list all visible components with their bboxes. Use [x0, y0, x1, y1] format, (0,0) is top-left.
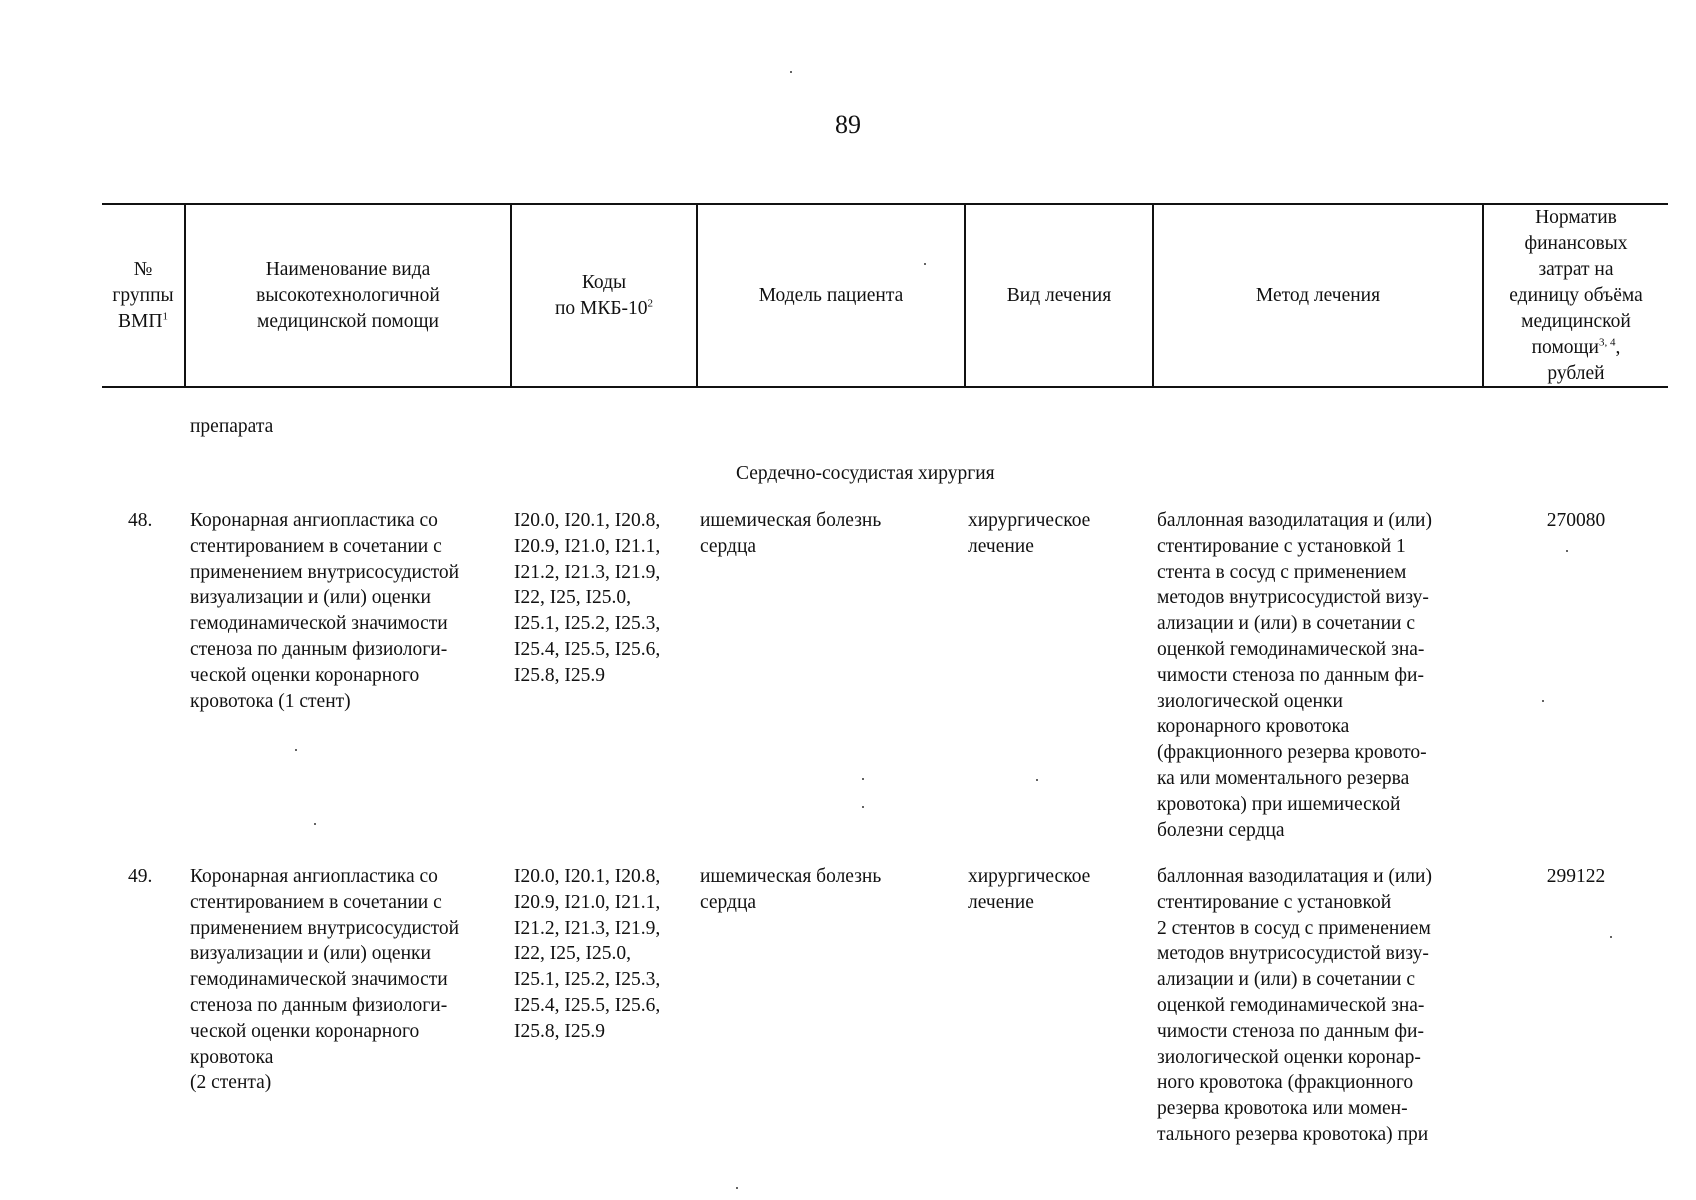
row-number: 48. [128, 510, 153, 531]
header-group-number-text: № группы ВМП$^1$ [112, 258, 174, 332]
section-title: Сердечно-сосудистая хирургия [736, 463, 995, 484]
header-treatment-method [1154, 205, 1482, 386]
financial-norm: 299122 [1546, 866, 1606, 887]
scan-speck [736, 1187, 738, 1189]
continuation-text: препарата [190, 416, 274, 437]
scan-speck [924, 263, 926, 265]
scan-speck [862, 778, 864, 780]
page-number: 89 [835, 110, 861, 139]
icd-codes: I20.0, I20.1, I20.8, I20.9, I21.0, I21.1, I21.2, I21.3, I21.9, I22, I25, I25.0, I25.1, I25.2, I25.3, I25.4, I25.5, I25.6, I25.8, I25.9 [514, 510, 661, 686]
header-financial-norm-text: Норматив финансовых затрат на единицу объёма медицинской помощи$^{3, 4}$, рублей [1509, 206, 1643, 384]
scan-speck [314, 823, 316, 825]
scan-speck [1036, 779, 1038, 781]
treatment-method: баллонная вазодилатация и (или) стентирование с установкой 1 стента в сосуд с применением методов внутрисосудистой визу- ализации и (или) в сочетании с оценкой гемодинамической зна- чимости стеноза по данным фи- зиологической оценки коронарного кровотока (фракционного резерва кровото- ка или моментального резерва кровотока) при ишемической болезни сердца [1157, 510, 1432, 841]
scan-speck [1566, 550, 1568, 552]
scan-speck [862, 806, 864, 808]
vmp-name: Коронарная ангиопластика со стентированием в сочетании с применением внутрисосудистой визуализации и (или) оценки гемодинамической значимости стеноза по данным физиологи- ческой оценки коронарного кровотока (2 стента) [190, 866, 460, 1094]
treatment-type: хирургическое лечение [968, 510, 1091, 557]
header-name [186, 205, 510, 386]
header-patient-model [698, 205, 964, 386]
patient-model: ишемическая болезнь сердца [700, 510, 882, 557]
header-codes [512, 205, 696, 386]
scan-speck [790, 71, 792, 73]
patient-model: ишемическая болезнь сердца [700, 866, 882, 913]
header-treatment-method-text: Метод лечения [1255, 284, 1381, 306]
vmp-name: Коронарная ангиопластика со стентированием в сочетании с применением внутрисосудистой визуализации и (или) оценки гемодинамической значимости стеноза по данным физиологи- ческой оценки коронарного кровотока (1 стент) [190, 510, 460, 712]
row-number: 49. [128, 866, 153, 887]
financial-norm: 270080 [1546, 510, 1606, 531]
header-patient-model-text: Модель пациента [758, 284, 904, 306]
header-treatment-type [966, 205, 1152, 386]
header-bottom-rule [102, 386, 1668, 388]
treatment-method: баллонная вазодилатация и (или) стентирование с установкой 2 стентов в сосуд с применением методов внутрисосудистой визу- ализации и (или) в сочетании с оценкой гемодинамической зна- чимости стеноза по данным фи- зиологической оценки коронар- ного кровотока (фракционного резерва кровотока или момен- тального резерва кровотока) при [1157, 866, 1432, 1145]
header-treatment-type-text: Вид лечения [1006, 284, 1112, 306]
scan-speck [1542, 700, 1544, 702]
header-financial-norm [1484, 205, 1668, 386]
header-name-text: Наименование вида высокотехнологичной медицинской помощи [256, 258, 440, 332]
scan-speck [295, 749, 297, 751]
scan-speck [1610, 936, 1612, 938]
icd-codes: I20.0, I20.1, I20.8, I20.9, I21.0, I21.1, I21.2, I21.3, I21.9, I22, I25, I25.0, I25.1, I25.2, I25.3, I25.4, I25.5, I25.6, I25.8, I25.9 [514, 866, 661, 1042]
treatment-type: хирургическое лечение [968, 866, 1091, 913]
header-codes-text: Коды по МКБ-$10^2$ [554, 271, 654, 319]
header-group-number [102, 205, 184, 386]
